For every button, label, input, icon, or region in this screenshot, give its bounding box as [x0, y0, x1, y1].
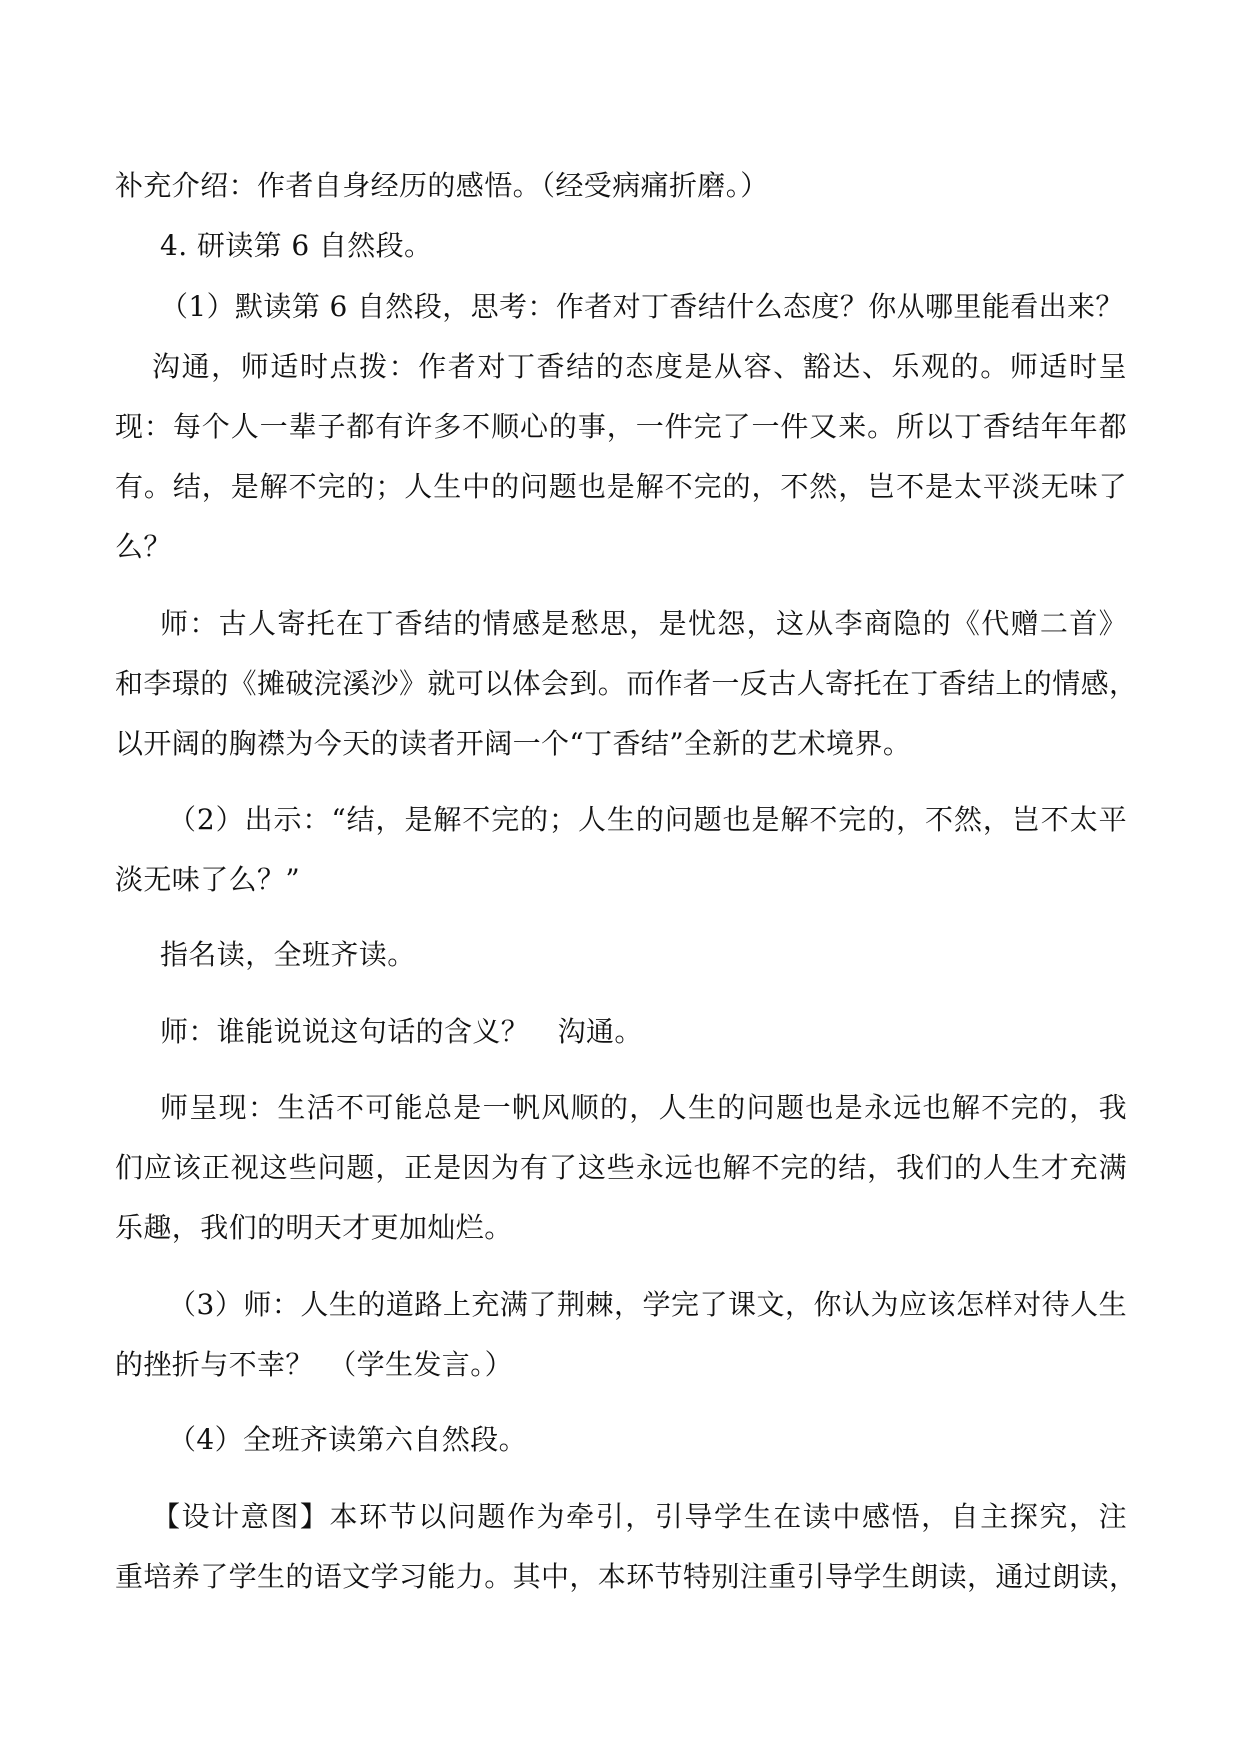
text-line: 乐趣，我们的明天才更加灿烂。 — [115, 1211, 513, 1244]
text-line: 补充介绍：作者自身经历的感悟。（经受病痛折磨。） — [115, 169, 769, 202]
text-line: 现：每个人一辈子都有许多不顺心的事，一件完了一件又来。所以丁香结年年都 — [115, 410, 1127, 443]
text-line: （1）默读第 6 自然段，思考：作者对丁香结什么态度？你从哪里能看出来？ — [160, 290, 1124, 323]
text-line: 淡无味了么？” — [115, 863, 301, 896]
text-line: 的挫折与不幸？ （学生发言。） — [115, 1348, 514, 1381]
text-line: （2）出示：“结，是解不完的；人生的问题也是解不完的，不然，岂不太平 — [168, 803, 1127, 836]
text-line: 4. 研读第 6 自然段。 — [160, 229, 433, 262]
text-line: （3）师：人生的道路上充满了荆棘，学完了课文，你认为应该怎样对待人生 — [168, 1288, 1127, 1321]
text-line: 师：古人寄托在丁香结的情感是愁思，是忧怨，这从李商隐的《代赠二首》 — [160, 607, 1127, 640]
text-line: 们应该正视这些问题，正是因为有了这些永远也解不完的结，我们的人生才充满 — [115, 1151, 1127, 1184]
text-line: 以开阔的胸襟为今天的读者开阔一个“丁香结”全新的艺术境界。 — [115, 727, 912, 760]
text-line: 【设计意图】本环节以问题作为牵引，引导学生在读中感悟，自主探究，注 — [152, 1500, 1127, 1533]
text-line: 师：谁能说说这句话的含义？ 沟通。 — [160, 1015, 643, 1048]
text-line: 么？ — [115, 530, 172, 563]
text-line: 有。结，是解不完的；人生中的问题也是解不完的，不然，岂不是太平淡无味了 — [115, 470, 1127, 503]
text-line: 重培养了学生的语文学习能力。其中，本环节特别注重引导学生朗读，通过朗读， — [115, 1560, 1138, 1593]
text-line: 指名读，全班齐读。 — [160, 938, 416, 971]
text-line: 和李璟的《摊破浣溪沙》就可以体会到。而作者一反古人寄托在丁香结上的情感， — [115, 667, 1138, 700]
text-line: 师呈现：生活不可能总是一帆风顺的，人生的问题也是永远也解不完的，我 — [160, 1091, 1127, 1124]
text-line: 沟通，师适时点拨：作者对丁香结的态度是从容、豁达、乐观的。师适时呈 — [152, 350, 1127, 383]
text-line: （4）全班齐读第六自然段。 — [168, 1423, 528, 1456]
